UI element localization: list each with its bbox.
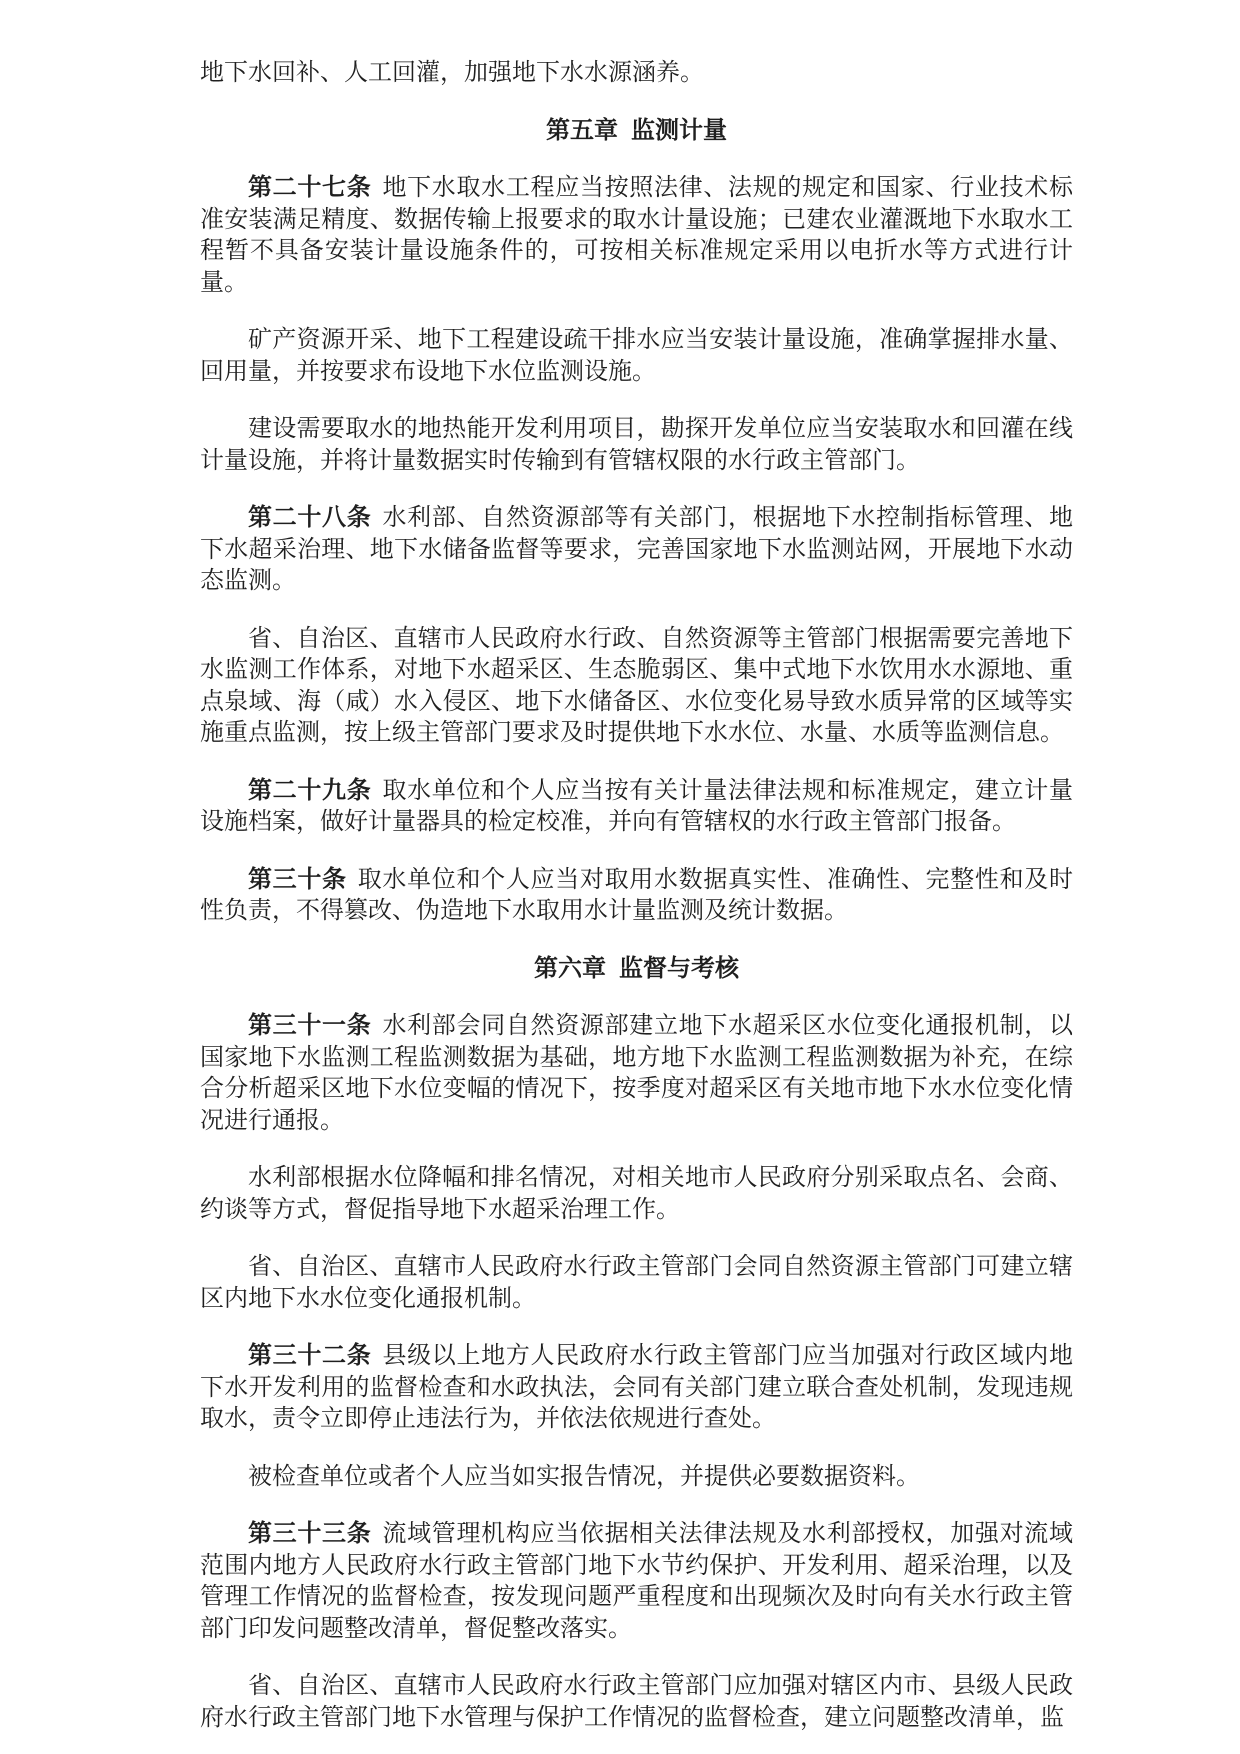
paragraph: 省、自治区、直辖市人民政府水行政主管部门会同自然资源主管部门可建立辖区内地下水水位变化通报机制。 xyxy=(200,1254,1073,1312)
article-paragraph-30 xyxy=(200,865,1073,928)
paragraph: 矿产资源开采、地下工程建设疏干排水应当安装计量设施，准确掌握排水量、回用量，并按要求布设地下水位监测设施。 xyxy=(200,327,1073,385)
article-number: 第三十三条 xyxy=(248,1521,372,1547)
article-paragraph-29 xyxy=(200,776,1073,839)
article-paragraph-33 xyxy=(200,1519,1073,1645)
article-number: 第二十九条 xyxy=(248,777,372,804)
article-text: 取水单位和个人应当按有关计量法律法规和标准规定，建立计量设施档案，做好计量器具的检定校准，并向有管辖权的水行政主管部门报备。 xyxy=(200,777,1073,835)
article-text: 取水单位和个人应当对取用水数据真实性、准确性、完整性和及时性负责，不得篡改、伪造地下水取用水计量监测及统计数据。 xyxy=(200,866,1073,924)
article-text: 流域管理机构应当依据相关法律法规及水利部授权，加强对流域范围内地方人民政府水行政主管部门地下水节约保护、开发利用、超采治理，以及管理工作情况的监督检查，按发现问题严重程度和出现频次及时向有关水行政主管部门印发问题整改清单，督促整改落实。 xyxy=(200,1521,1073,1642)
paragraph: 省、自治区、直辖市人民政府水行政、自然资源等主管部门根据需要完善地下水监测工作体系，对地下水超采区、生态脆弱区、集中式地下水饮用水水源地、重点泉域、海（咸）水入侵区、地下水储备区、水位变化易导致水质异常的区域等实施重点监测，按上级主管部门要求及时提供地下水水位、水量、水质等监测信息。 xyxy=(200,625,1073,746)
paragraph: 建设需要取水的地热能开发利用项目，勘探开发单位应当安装取水和回灌在线计量设施，并将计量数据实时传输到有管辖权限的水行政主管部门。 xyxy=(200,416,1073,474)
article-number: 第三十一条 xyxy=(248,1013,372,1039)
paragraph: 水利部根据水位降幅和排名情况，对相关地市人民政府分别采取点名、会商、约谈等方式，督促指导地下水超采治理工作。 xyxy=(200,1165,1073,1223)
chapter-number: 第六章 xyxy=(534,955,606,982)
article-text: 县级以上地方人民政府水行政主管部门应当加强对行政区域内地下水开发利用的监督检查和水政执法，会同有关部门建立联合查处机制，发现违规取水，责令立即停止违法行为，并依法依规进行查处。 xyxy=(200,1343,1073,1432)
article-text: 水利部、自然资源部等有关部门，根据地下水控制指标管理、地下水超采治理、地下水储备监督等要求，完善国家地下水监测站网，开展地下水动态监测。 xyxy=(200,505,1073,594)
chapter-title: 监督与考核 xyxy=(619,955,739,982)
chapter-heading-6 xyxy=(200,954,1073,986)
article-number: 第三十二条 xyxy=(248,1343,372,1369)
paragraph-continuation: 地下水回补、人工回灌，加强地下水水源涵养。 xyxy=(200,60,704,86)
paragraph-truncated: 省、自治区、直辖市人民政府水行政主管部门应加强对辖区内市、县级人民政府水行政主管部门地下水管理与保护工作情况的监督检查，建立问题整改清单，监 xyxy=(200,1673,1073,1731)
chapter-heading-5 xyxy=(200,116,1073,148)
article-text: 水利部会同自然资源部建立地下水超采区水位变化通报机制，以国家地下水监测工程监测数据为基础，地方地下水监测工程监测数据为补充，在综合分析超采区地下水位变幅的情况下，按季度对超采区有关地市地下水水位变化情况进行通报。 xyxy=(200,1013,1073,1134)
article-text: 地下水取水工程应当按照法律、法规的规定和国家、行业技术标准安装满足精度、数据传输上报要求的取水计量设施；已建农业灌溉地下水取水工程暂不具备安装计量设施条件的，可按相关标准规定采用以电折水等方式进行计量。 xyxy=(200,175,1073,296)
article-number: 第二十八条 xyxy=(248,505,372,531)
article-paragraph-27 xyxy=(200,173,1073,299)
article-number: 第三十条 xyxy=(248,866,347,893)
article-number: 第二十七条 xyxy=(248,175,372,201)
article-paragraph-28 xyxy=(200,503,1073,598)
chapter-number: 第五章 xyxy=(546,117,618,144)
article-paragraph-31 xyxy=(200,1011,1073,1137)
paragraph: 被检查单位或者个人应当如实报告情况，并提供必要数据资料。 xyxy=(248,1463,920,1490)
chapter-title: 监测计量 xyxy=(631,117,727,144)
article-paragraph-32 xyxy=(200,1341,1073,1436)
